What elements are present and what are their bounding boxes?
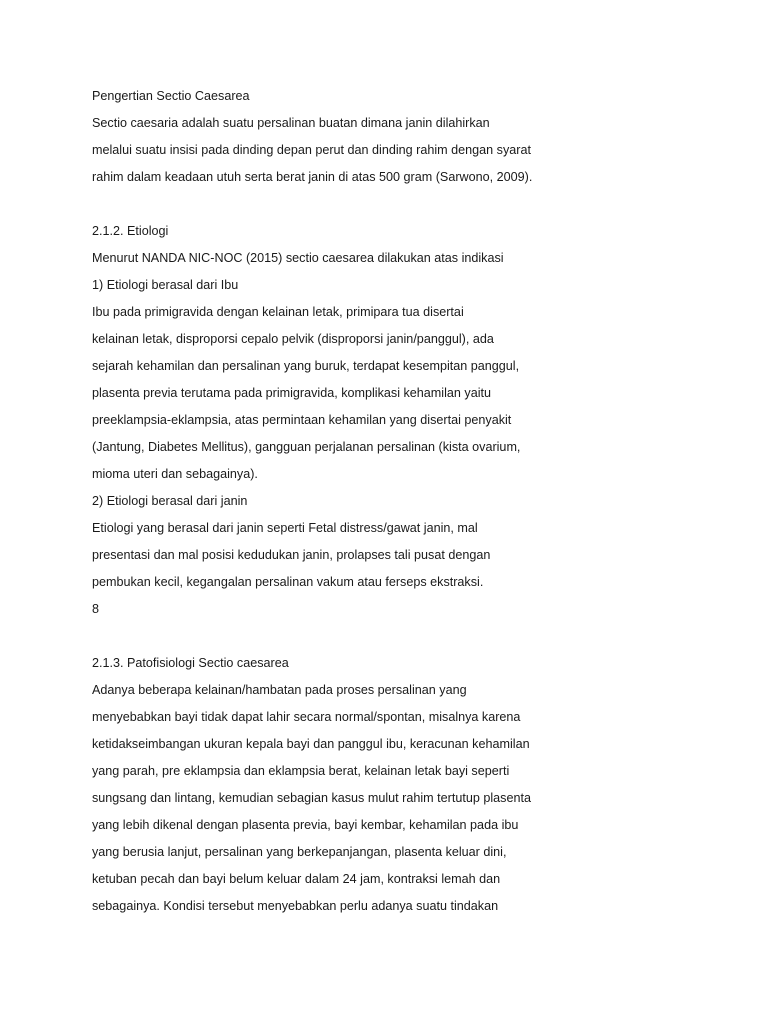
paragraph-line: preeklampsia-eklampsia, atas permintaan kehamilan yang disertai penyakit	[92, 413, 512, 427]
subheading-etiologi-ibu: 1) Etiologi berasal dari Ibu	[92, 278, 239, 292]
paragraph-line: ketuban pecah dan bayi belum keluar dalam 24 jam, kontraksi lemah dan	[92, 872, 501, 886]
paragraph-line: Sectio caesaria adalah suatu persalinan buatan dimana janin dilahirkan	[92, 116, 490, 130]
page-number: 8	[92, 602, 100, 616]
paragraph-line: kelainan letak, disproporsi cepalo pelvik (disproporsi janin/panggul), ada	[92, 332, 494, 346]
paragraph-line: melalui suatu insisi pada dinding depan perut dan dinding rahim dengan syarat	[92, 143, 531, 157]
paragraph-line: Adanya beberapa kelainan/hambatan pada proses persalinan yang	[92, 683, 467, 697]
section-heading-patofisiologi: 2.1.3. Patofisiologi Sectio caesarea	[92, 656, 289, 670]
section-title-pengertian: Pengertian Sectio Caesarea	[92, 89, 250, 103]
paragraph-line: Ibu pada primigravida dengan kelainan letak, primipara tua disertai	[92, 305, 464, 319]
paragraph-line: Menurut NANDA NIC-NOC (2015) sectio caesarea dilakukan atas indikasi	[92, 251, 504, 265]
paragraph-line: pembukan kecil, kegangalan persalinan vakum atau ferseps ekstraksi.	[92, 575, 484, 589]
paragraph-line: mioma uteri dan sebagainya).	[92, 467, 258, 481]
subheading-etiologi-janin: 2) Etiologi berasal dari janin	[92, 494, 248, 508]
paragraph-line: sebagainya. Kondisi tersebut menyebabkan perlu adanya suatu tindakan	[92, 899, 499, 913]
paragraph-line: Etiologi yang berasal dari janin seperti Fetal distress/gawat janin, mal	[92, 521, 478, 535]
paragraph-line: (Jantung, Diabetes Mellitus), gangguan perjalanan persalinan (kista ovarium,	[92, 440, 521, 454]
paragraph-line: rahim dalam keadaan utuh serta berat janin di atas 500 gram (Sarwono, 2009).	[92, 170, 533, 184]
paragraph-line: sungsang dan lintang, kemudian sebagian kasus mulut rahim tertutup plasenta	[92, 791, 531, 805]
paragraph-line: ketidakseimbangan ukuran kepala bayi dan panggul ibu, keracunan kehamilan	[92, 737, 530, 751]
section-heading-etiologi: 2.1.2. Etiologi	[92, 224, 169, 238]
paragraph-line: menyebabkan bayi tidak dapat lahir secara normal/spontan, misalnya karena	[92, 710, 521, 724]
paragraph-line: yang berusia lanjut, persalinan yang berkepanjangan, plasenta keluar dini,	[92, 845, 507, 859]
paragraph-line: presentasi dan mal posisi kedudukan janin, prolapses tali pusat dengan	[92, 548, 491, 562]
paragraph-line: sejarah kehamilan dan persalinan yang buruk, terdapat kesempitan panggul,	[92, 359, 520, 373]
paragraph-line: yang parah, pre eklampsia dan eklampsia berat, kelainan letak bayi seperti	[92, 764, 510, 778]
paragraph-line: yang lebih dikenal dengan plasenta previa, bayi kembar, kehamilan pada ibu	[92, 818, 519, 832]
paragraph-line: plasenta previa terutama pada primigravida, komplikasi kehamilan yaitu	[92, 386, 492, 400]
